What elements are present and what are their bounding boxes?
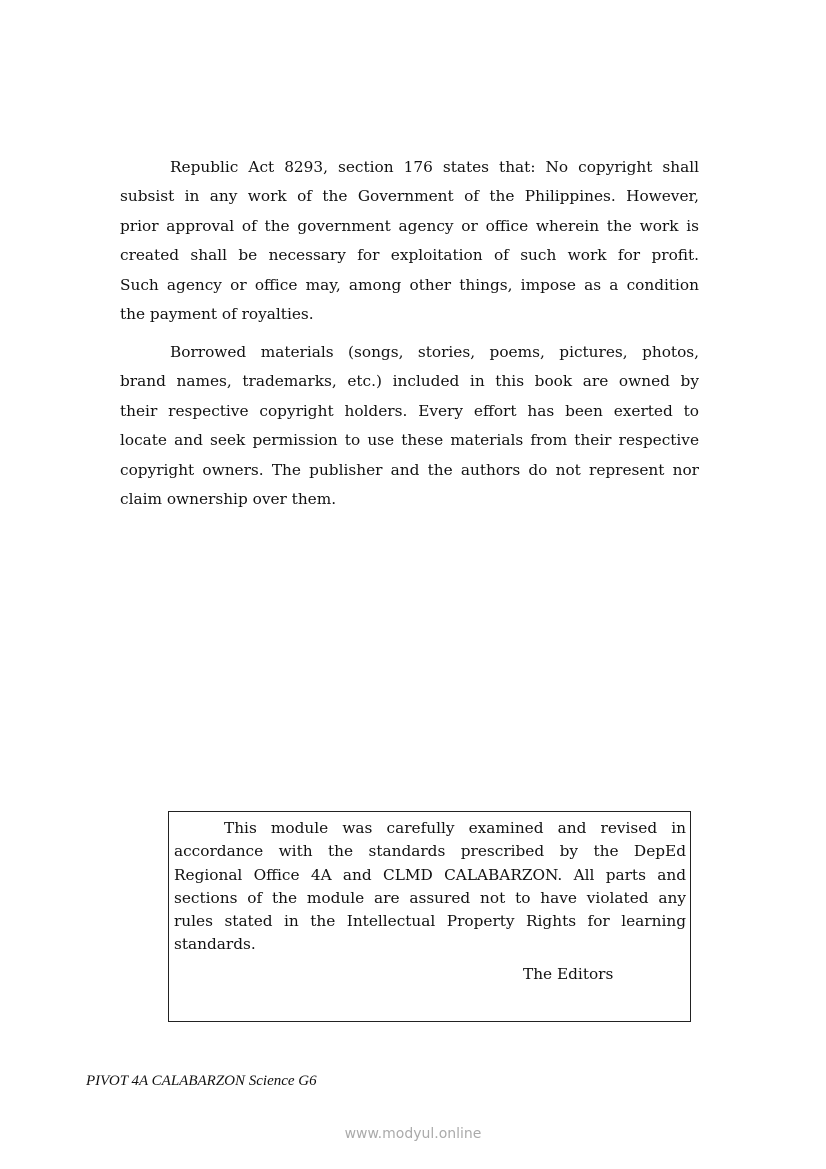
text-line: This module was carefully examined and revised in	[224, 819, 686, 837]
text-line: the payment of royalties.	[120, 304, 314, 323]
text-line: Regional Office 4A and CLMD CALABARZON. All parts and	[174, 865, 686, 884]
text-line: sections of the module are assured not to have violated any	[174, 888, 686, 907]
text-line: brand names, trademarks, etc.) included in this book are owned by	[120, 372, 699, 391]
text-line: rules stated in the Intellectual Property Rights for learning	[174, 912, 686, 931]
editors-notice-box	[168, 811, 691, 1022]
text-line: standards.	[174, 935, 256, 954]
page-footer: PIVOT 4A CALABARZON Science G6	[86, 1073, 317, 1089]
copyright-paragraph-1	[120, 153, 699, 329]
text-line: created shall be necessary for exploitation of such work for profit.	[120, 246, 699, 265]
editors-signature: The Editors	[523, 965, 614, 983]
text-line: claim ownership over them.	[120, 489, 337, 508]
text-line: prior approval of the government agency or office wherein the work is	[120, 216, 699, 235]
text-line: Borrowed materials (songs, stories, poems, pictures, photos,	[170, 343, 699, 361]
copyright-paragraph-2	[120, 338, 699, 514]
text-line: Such agency or office may, among other things, impose as a condition	[120, 275, 699, 294]
text-line: their respective copyright holders. Every effort has been exerted to	[120, 401, 699, 420]
text-line: accordance with the standards prescribed by the DepEd	[174, 842, 686, 861]
notice-text	[174, 817, 686, 957]
text-line: locate and seek permission to use these materials from their respective	[120, 431, 699, 450]
watermark: www.modyul.online	[344, 1126, 482, 1142]
text-line: copyright owners. The publisher and the authors do not represent nor	[120, 460, 699, 479]
text-line: subsist in any work of the Government of the Philippines. However,	[120, 187, 699, 206]
text-line: Republic Act 8293, section 176 states that: No copyright shall	[170, 158, 699, 176]
